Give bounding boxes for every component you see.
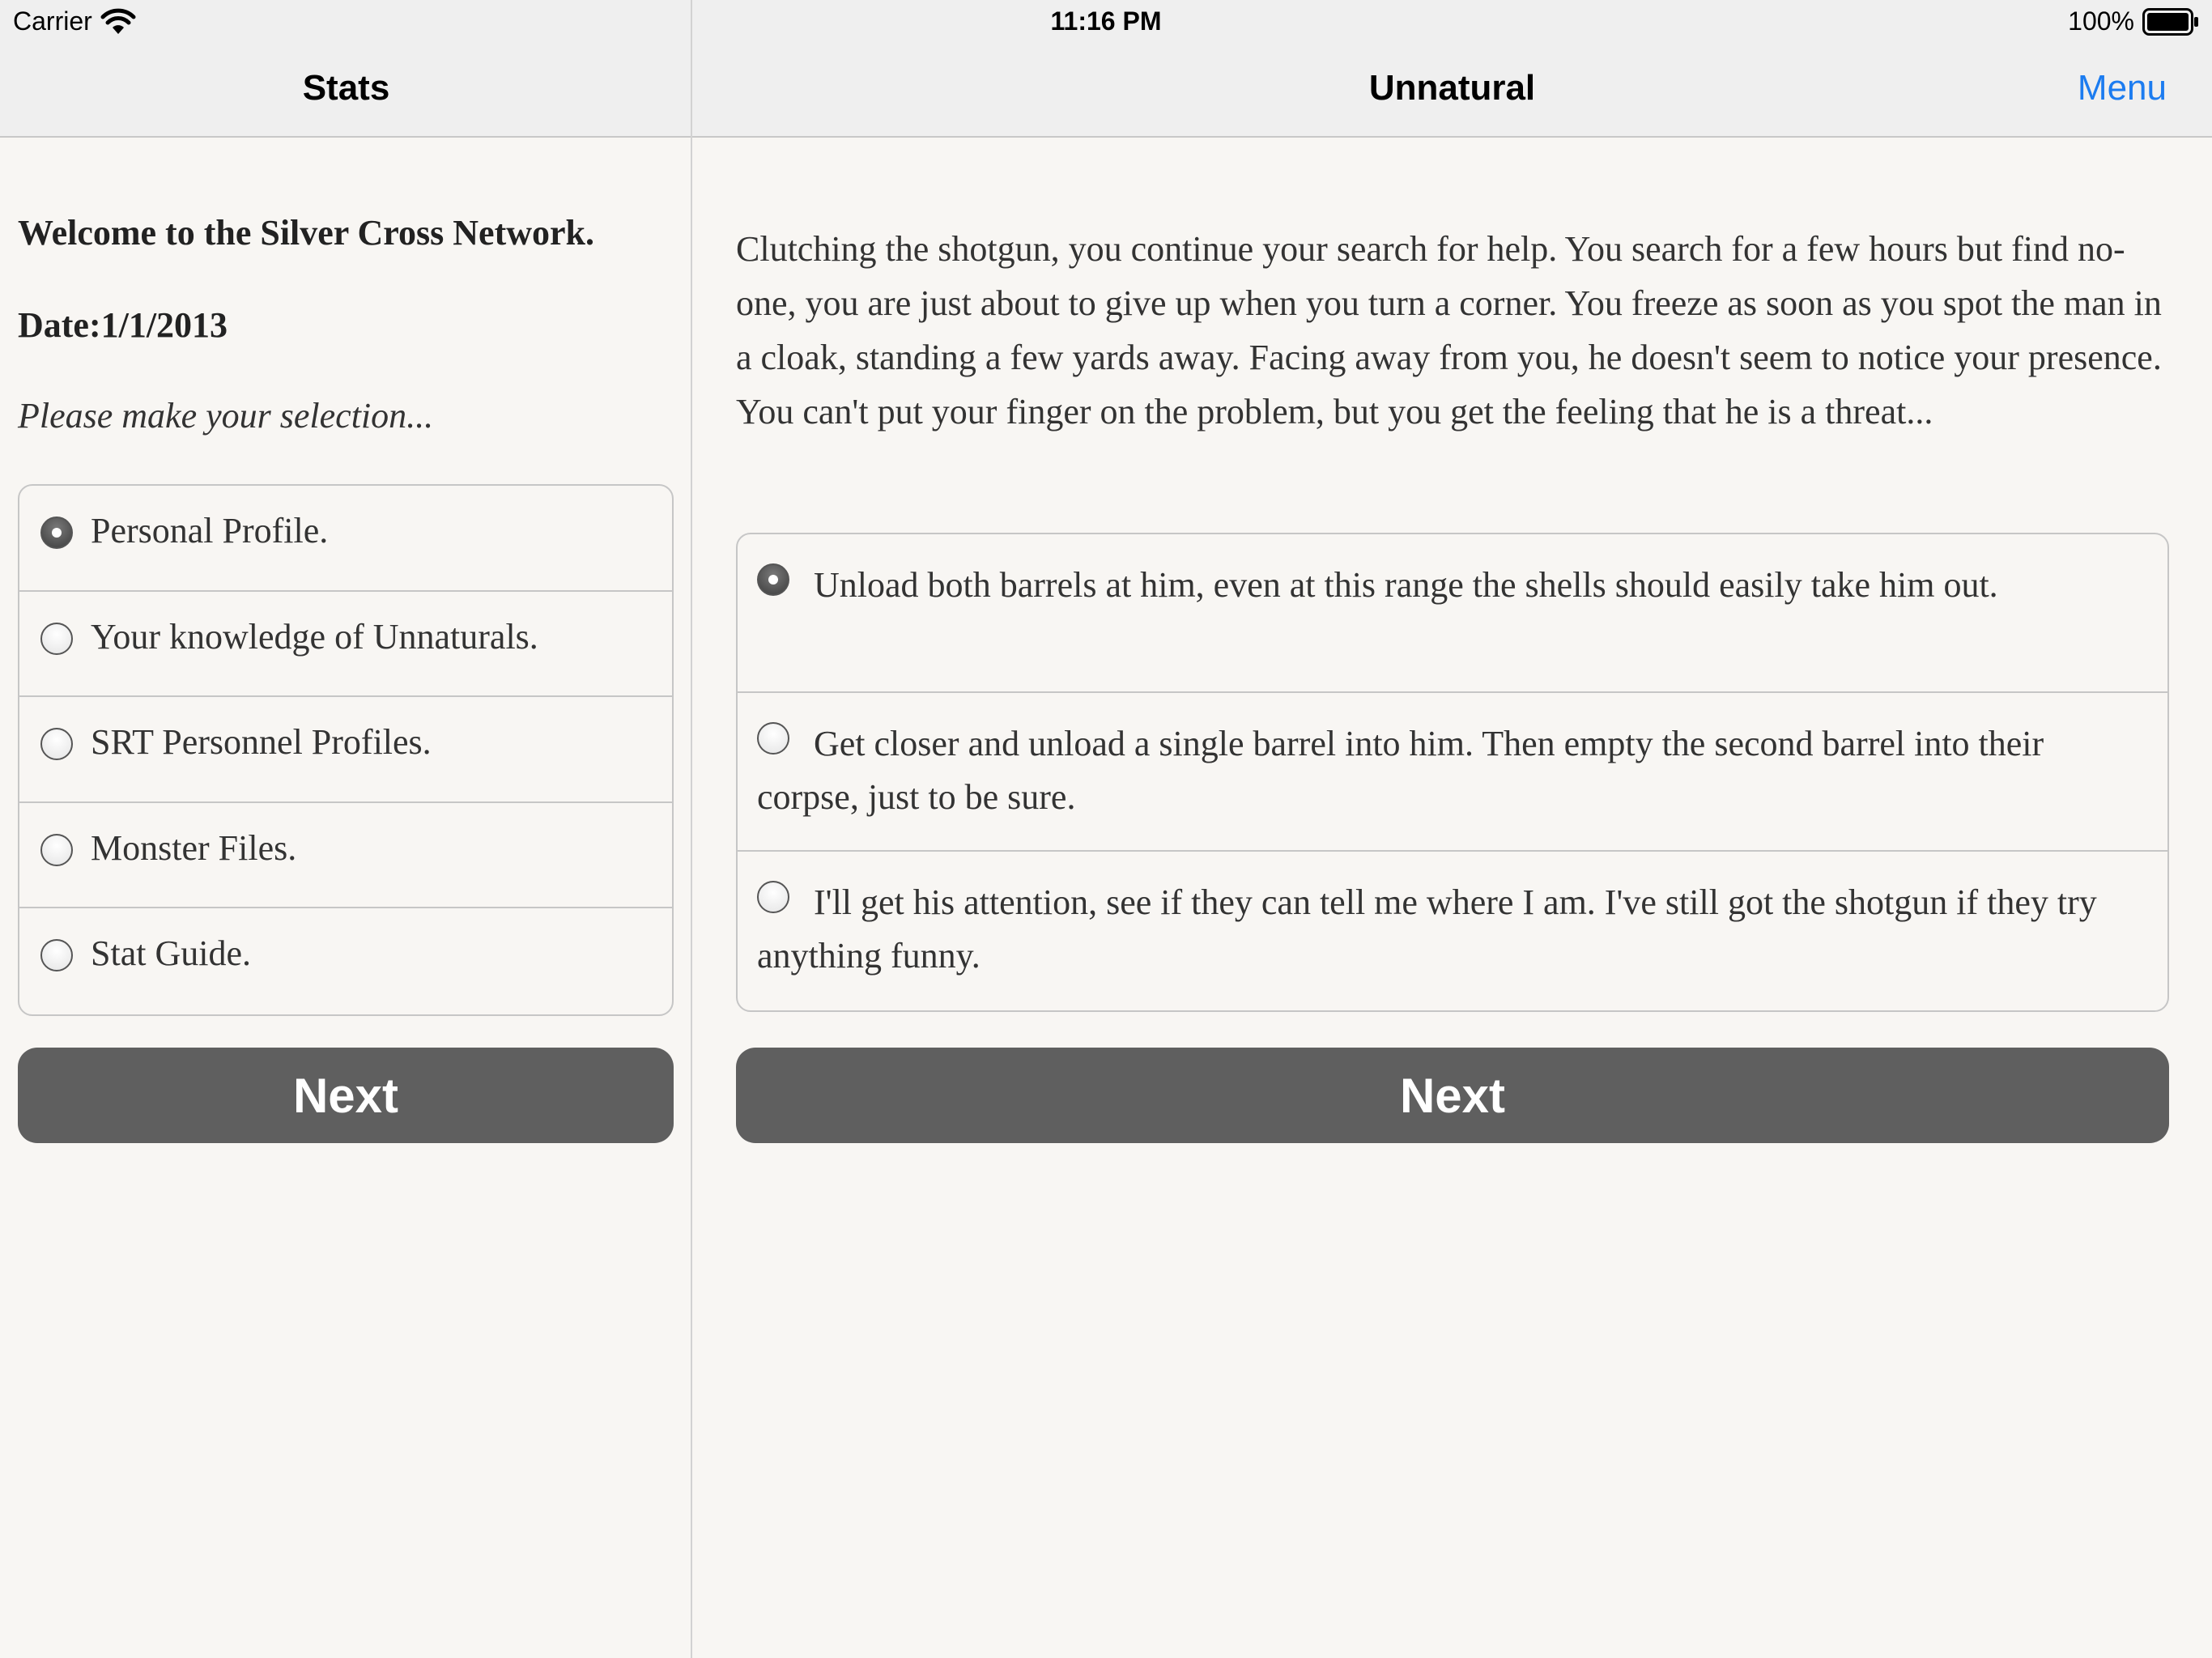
option-label: Your knowledge of Unnaturals. [91,616,538,657]
stats-nav-bar [0,45,692,138]
stats-pane [0,138,691,1658]
radio-button-icon[interactable] [757,563,789,596]
radio-button-icon[interactable] [40,517,73,549]
story-next-button[interactable]: Next [736,1048,2169,1143]
option-label: Monster Files. [91,827,297,868]
battery-indicator [2068,6,2199,36]
date-label: Date:1/1/2013 [18,305,228,345]
stats-option-stat-guide[interactable] [19,908,672,1014]
welcome-heading: Welcome to the Silver Cross Network. [18,213,595,253]
choice-list [736,533,2169,1012]
radio-button-icon[interactable] [757,722,789,755]
choice-label: I'll get his attention, see if they can tell me where I am. I've still got the shotgun if they try anything funny. [757,882,2097,976]
radio-button-icon[interactable] [40,939,73,971]
choice-label: Unload both barrels at him, even at this range the shells should easily take him out. [814,565,1998,605]
option-label: Stat Guide. [91,933,251,973]
story-text: Clutching the shotgun, you continue your search for help. You search for a few hours but find no-one, you are just about to give up when you turn a corner. You freeze as soon as you spot the man in a cloak, standing a few yards away. Facing away from you, he doesn't seem to notice your presence. You can't put your finger on the problem, but you get the feeling that he is a threat... [736,229,2162,432]
story-pane [692,138,2212,1658]
radio-button-icon[interactable] [40,728,73,760]
selection-prompt: Please make your selection... [18,396,434,436]
radio-button-icon[interactable] [757,881,789,913]
battery-icon [2142,8,2199,36]
story-nav-bar [692,45,2212,138]
battery-percent: 100% [2068,6,2134,36]
choice-option-unload-both[interactable] [738,534,2167,693]
stats-option-unnatural-knowledge[interactable] [19,592,672,698]
carrier-label: Carrier [13,6,92,36]
menu-button[interactable]: Menu [2077,68,2167,108]
choice-option-get-closer[interactable] [738,693,2167,852]
status-bar [0,0,2212,45]
option-label: Personal Profile. [91,511,329,551]
radio-button-icon[interactable] [40,623,73,655]
choice-label: Get closer and unload a single barrel into him. Then empty the second barrel into their corpse, just to be sure. [757,724,2044,817]
stats-option-srt-personnel[interactable] [19,697,672,803]
radio-button-icon[interactable] [40,834,73,866]
stats-option-monster-files[interactable] [19,803,672,909]
stats-title: Stats [302,68,390,108]
choice-option-get-attention[interactable] [738,852,2167,1010]
stats-option-personal-profile[interactable] [19,486,672,592]
status-time: 11:16 PM [1050,6,1162,36]
story-title: Unnatural [1368,68,1536,108]
option-label: SRT Personnel Profiles. [91,722,432,762]
stats-option-list [18,484,674,1016]
stats-next-button[interactable]: Next [18,1048,674,1143]
